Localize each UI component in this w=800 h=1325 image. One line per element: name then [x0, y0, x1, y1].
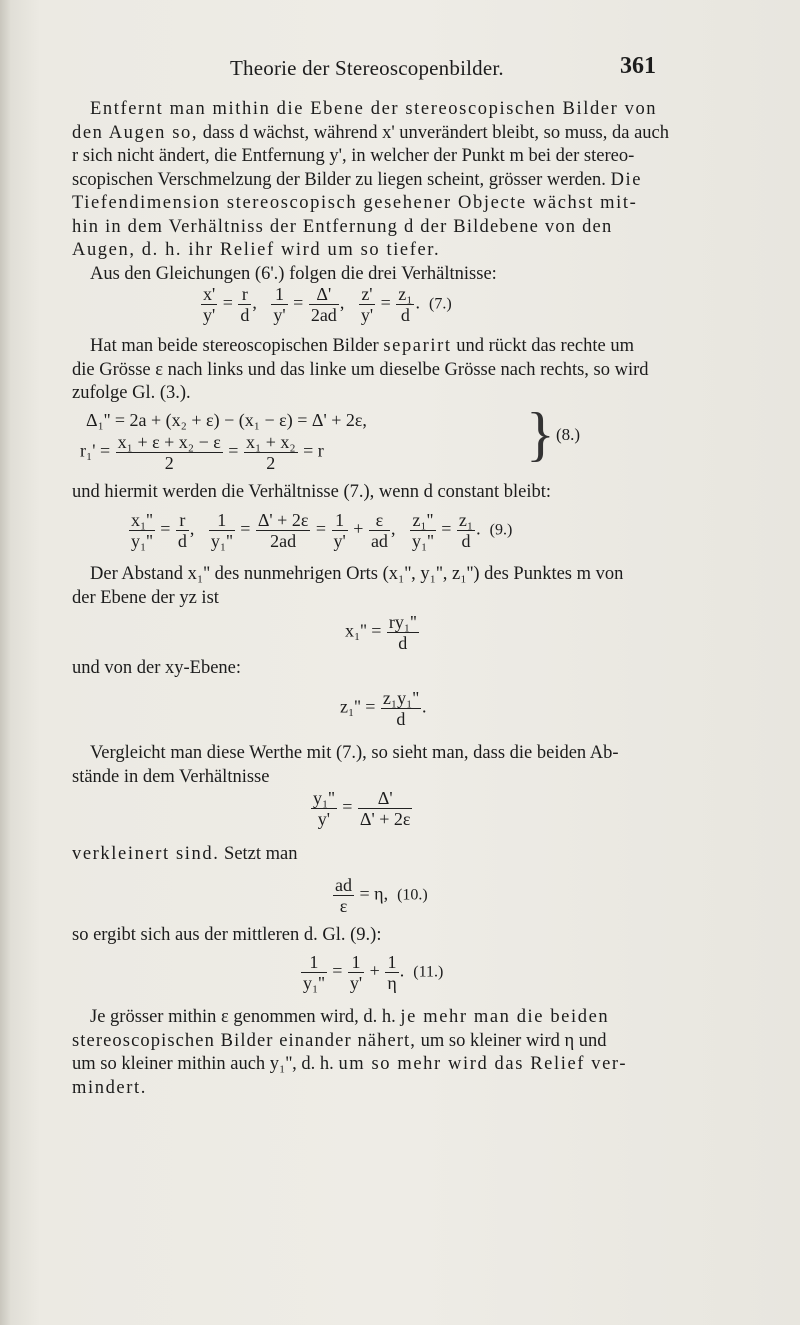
paragraph-6: [72, 742, 742, 789]
paragraph-9: [72, 1006, 742, 1100]
equation-9: $\frac{\text{x₁''}}{\text{y₁''}}$ = $\frac{r}{d}$ , $\frac{1}{\text{y₁''}}$ = $\frac{\Delta' + 2\varepsilon}{2ad}$ = $\frac{1}{y'}$ + $\frac{\varepsilon}{ad}$ , $\frac{\text{z₁''}}{\text{y₁''}}$ = $\frac{\text{z₁}}{d}$ . (9.): [131, 510, 513, 551]
page-gutter-shadow: [0, 0, 10, 1325]
text-line: Augen, d. h. ihr Relief wird um so tiefer.: [72, 240, 441, 260]
text-line: Setzt man: [224, 844, 298, 864]
paragraph-5: [72, 657, 742, 681]
text-line: der Ebene der yz ist: [72, 587, 219, 608]
text-line: Die: [610, 169, 643, 190]
text-line: Je grösser mithin ε genommen wird, d. h.: [90, 1007, 396, 1027]
equation-label: (10.): [397, 886, 428, 904]
text-line: je mehr man die beiden: [400, 1007, 610, 1027]
equation-label: (11.): [413, 963, 444, 981]
equation-z1: z₁'' = $\frac{\text{z₁y₁''}}{d}$ .: [340, 688, 427, 729]
text-line: Entfernt man mithin die Ebene der stereoscopischen Bilder von: [90, 99, 658, 119]
text-line: um so kleiner wird η und: [420, 1030, 607, 1051]
text-line: stände in dem Verhältnisse: [72, 766, 270, 787]
paragraph-4: [72, 563, 742, 610]
paragraph-2: [72, 335, 742, 406]
text-line: und hiermit werden die Verhältnisse (7.), wenn d constant bleibt:: [72, 482, 552, 502]
text-line: dass d wächst, während x' unverändert bleibt, so muss, da auch: [202, 122, 669, 143]
text-line: den Augen so,: [72, 122, 199, 143]
paragraph-8: [72, 924, 742, 948]
equation-10: $\frac{ad}{\varepsilon}$ = η, (10.): [335, 875, 428, 916]
equation-label: (8.): [556, 425, 581, 444]
equation-x1: x₁'' = $\frac{\text{ry₁''}}{d}$: [345, 612, 417, 653]
text-line: um so kleiner mithin auch y₁'', d. h.: [72, 1054, 334, 1074]
page-header: [0, 53, 800, 86]
text-line: Hat man beide stereoscopischen Bilder: [90, 336, 379, 356]
equation-7: $\frac{x'}{y'}$ = $\frac{r}{d}$ , $\frac{1}{y'}$ = $\frac{\Delta'}{2ad}$ , $\frac{z'}{y'}$ = $\frac{\text{z₁}}{d}$ . (7.): [203, 284, 452, 325]
running-title: Theorie der Stereoscopenbilder.: [230, 56, 504, 80]
text-line: Aus den Gleichungen (6'.) folgen die drei Verhältnisse:: [90, 263, 497, 284]
text-line: Vergleicht man diese Werthe mit (7.), so sieht man, dass die beiden Ab-: [90, 743, 619, 763]
page-number: 361: [620, 53, 656, 79]
brace-symbol: }: [526, 401, 555, 467]
text-line: r sich nicht ändert, die Entfernung y', in welcher der Punkt m bei der stereo-: [72, 146, 635, 166]
text-line: Tiefendimension stereoscopisch gesehener Objecte wächst mit-: [72, 193, 638, 213]
text-line: verkleinert sind.: [72, 844, 220, 864]
text-line: so ergibt sich aus der mittleren d. Gl. (9.):: [72, 925, 382, 945]
equation-11: $\frac{1}{\text{y₁''}}$ = $\frac{1}{y'}$ + $\frac{1}{\eta}$ . (11.): [303, 952, 444, 993]
equation-8-line-1: Δ₁'' = 2a + (x₂ + ε) − (x₁ − ε) = Δ' + 2ε,: [86, 410, 367, 430]
text-line: stereoscopischen Bilder einander nähert,: [72, 1030, 416, 1051]
paragraph-1: [72, 98, 742, 286]
text-line: die Grösse ε nach links und das linke um dieselbe Grösse nach rechts, so wird: [72, 359, 649, 380]
equation-8-line-2: r₁' = $\frac{\text{x₁ + ε + x₂ − ε}}{2}$ = $\frac{\text{x₁ + x₂}}{2}$ = r: [80, 432, 324, 473]
text-line: und rückt das rechte um: [456, 336, 634, 356]
equation-label: (7.): [428, 295, 452, 313]
equation-label: (9.): [489, 521, 513, 539]
paragraph-3: [72, 481, 742, 505]
text-line: zufolge Gl. (3.).: [72, 383, 191, 403]
equation-ratio: $\frac{\text{y₁''}}{y'}$ = $\frac{\Delta'}{\Delta' + 2\varepsilon}$: [313, 788, 411, 829]
text-line: um so mehr wird das Relief ver-: [338, 1054, 628, 1074]
text-line: mindert.: [72, 1077, 147, 1098]
text-line: Der Abstand x₁'' des nunmehrigen Orts (x₁'', y₁'', z₁'') des Punktes m von: [90, 564, 624, 584]
text-line: separirt: [383, 336, 452, 356]
text-line: und von der xy-Ebene:: [72, 658, 242, 678]
text-line: scopischen Verschmelzung der Bilder zu liegen scheint, grösser werden.: [72, 169, 606, 190]
text-line: hin in dem Verhältniss der Entfernung d der Bildebene von den: [72, 216, 613, 237]
paragraph-7: [72, 843, 742, 867]
